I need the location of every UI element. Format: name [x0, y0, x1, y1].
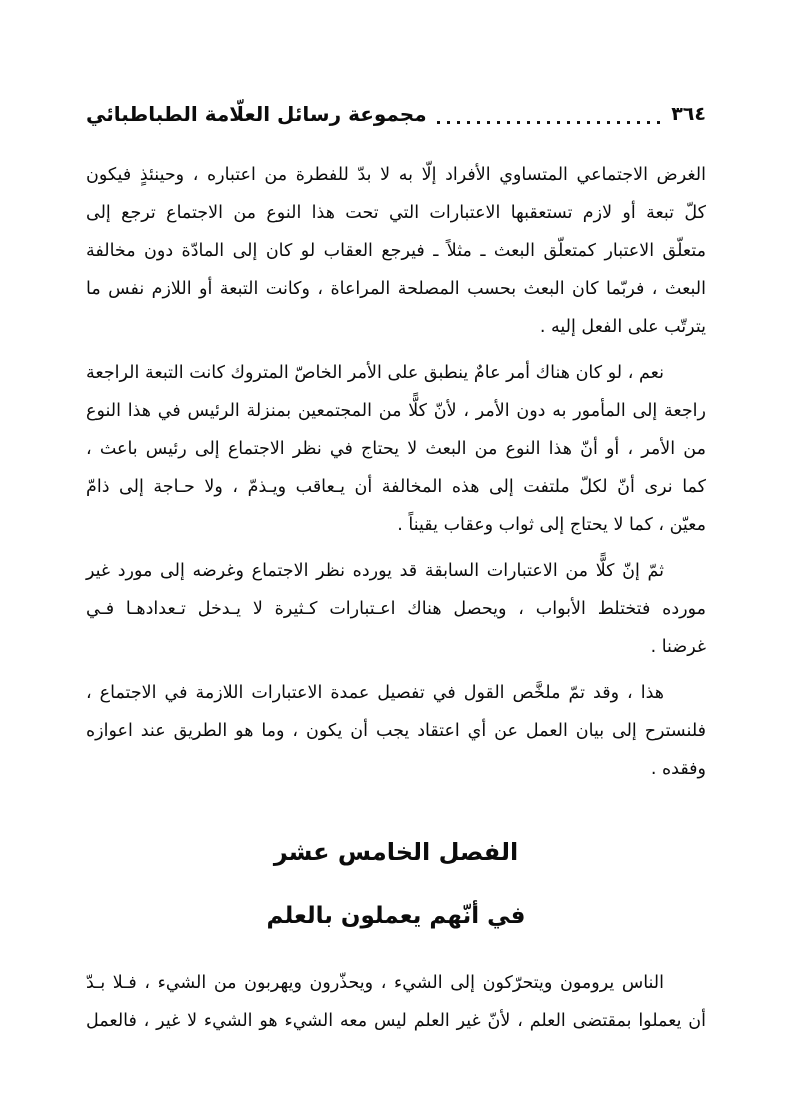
text-line: وفقده .	[650, 759, 706, 779]
chapter-subtitle: في أنّهم يعملون بالعلم	[266, 903, 526, 929]
paragraph	[86, 552, 706, 666]
text-line: الغرض الاجتماعي المتساوي الأفراد إلّا به لا بدّ للفطرة من اعتباره ، وحينئذٍ فيكون	[86, 165, 706, 185]
chapter-title: الفصل الخامس عشر	[273, 838, 519, 866]
paragraph	[86, 964, 706, 1040]
text-line: كما نرى أنّ لكلّ ملتفت إلى هذه المخالفة أن يـعاقب ويـذمّ ، ولا حـاجة إلى ذامّ	[86, 477, 706, 497]
text-line: البعث ، فربّما كان البعث بحسب المصلحة المراعاة ، وكانت التبعة أو اللازم نفس ما	[86, 279, 706, 299]
text-line: متعلّق الاعتبار كمتعلّق البعث ـ مثلاً ـ فيرجع العقاب لو كان إلى المادّة دون مخالفة	[86, 241, 706, 261]
text-line: كلّ تبعة أو لازم تستعقبها الاعتبارات التي تحت هذا النوع من الاجتماع ترجع إلى	[86, 203, 706, 223]
running-header	[86, 94, 706, 134]
text-line: غرضنا .	[650, 637, 706, 657]
paragraph	[86, 674, 706, 788]
text-line: هذا ، وقد تمّ ملخَّص القول في تفصيل عمدة الاعتبارات اللازمة في الاجتماع ،	[86, 683, 664, 703]
text-line: ثمّ إنّ كلًّا من الاعتبارات السابقة قد يورده نظر الاجتماع وغرضه إلى مورد غير	[86, 561, 664, 581]
page-number: ٣٦٤	[671, 103, 706, 125]
text-line: معيّن ، كما لا يحتاج إلى ثواب وعقاب يقيناً .	[397, 515, 706, 535]
paragraph	[86, 156, 706, 346]
text-line: نعم ، لو كان هناك أمر عامٌ ينطبق على الأمر الخاصّ المتروك كانت التبعة الراجعة	[86, 363, 664, 383]
text-line: أن يعملوا بمقتضى العلم ، لأنّ غير العلم ليس معه الشيء هو الشيء لا غير ، فالعمل	[86, 1011, 706, 1031]
running-title: مجموعة رسائل العلّامة الطباطبائي	[86, 102, 427, 126]
text-line: من الأمر ، أو أنّ هذا النوع من البعث لا يحتاج في نظر الاجتماع إلى رئيس باعث ،	[86, 439, 706, 459]
text-line: مورده فتختلط الأبواب ، ويحصل هناك اعـتبارات كـثيرة لا يـدخل تـعدادهـا فـي	[86, 599, 706, 619]
text-line: الناس يرومون ويتحرّكون إلى الشيء ، ويحذّرون ويهربون من الشيء ، فـلا بـدّ	[86, 973, 664, 993]
page-body	[86, 156, 706, 1048]
paragraph	[86, 354, 706, 544]
text-line: راجعة إلى المأمور به دون الأمر ، لأنّ كلًّا من المجتمعين بمنزلة الرئيس في هذا النوع	[86, 401, 706, 421]
text-line: فلنسترح إلى بيان العمل عن أي اعتقاد يجب أن يكون ، وما هو الطريق عند اعوازه	[86, 721, 706, 741]
text-line: يترتّب على الفعل إليه .	[539, 317, 706, 337]
dot-leader	[437, 121, 662, 124]
